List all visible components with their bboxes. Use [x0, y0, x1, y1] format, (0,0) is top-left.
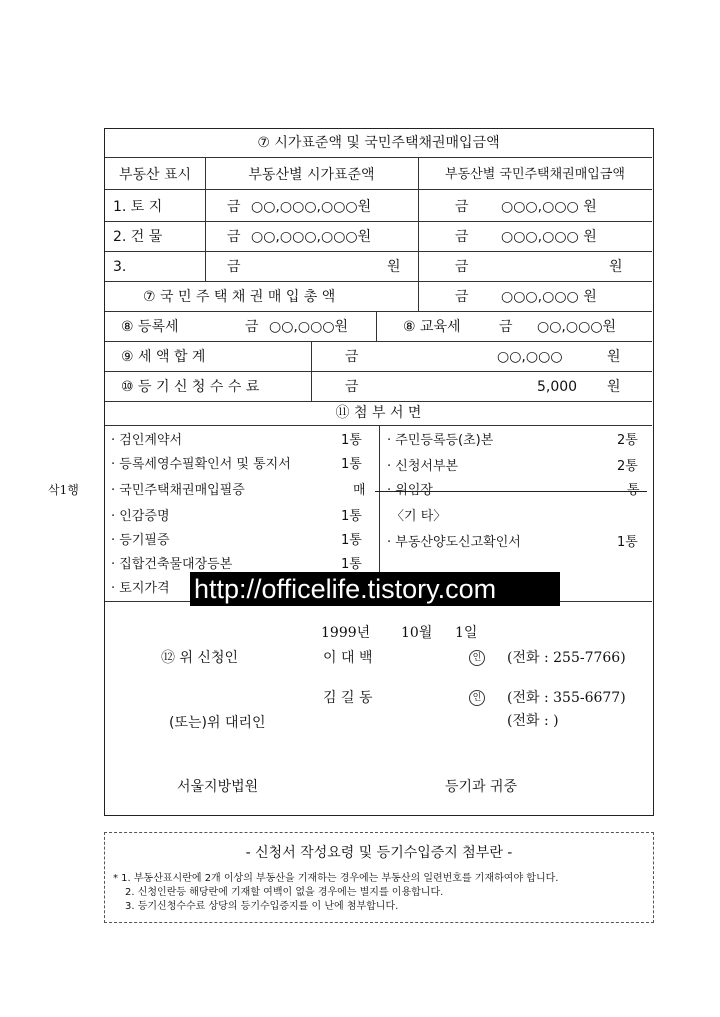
row-bond-land: ○○○,○○○ 원	[501, 199, 597, 215]
row-label-building: 2. 건 물	[113, 229, 163, 245]
applicant-phone-2: (전화 : 355-6677)	[507, 690, 626, 706]
divider	[105, 371, 652, 372]
attachment-count: 1통	[341, 433, 362, 448]
section-title-price: ⑦ 시가표준액 및 국민주택채권매입금액	[257, 135, 500, 151]
date-day: 1일	[455, 625, 478, 641]
bond-total-prefix: 금	[455, 289, 469, 305]
attachment-item: · 신청서부본	[387, 459, 459, 474]
filing-fee-unit: 원	[607, 379, 621, 395]
header-bond-amount: 부동산별 국민주택채권매입금액	[445, 167, 625, 182]
date-year: 1999년	[321, 625, 371, 641]
seal-mark: 인	[469, 690, 485, 706]
education-tax-prefix: 금	[499, 319, 513, 335]
divider	[105, 341, 652, 342]
divider	[105, 311, 652, 312]
filing-fee-label: ⑩ 등 기 신 청 수 수 료	[121, 379, 260, 395]
applicant-phone: (전화 : 255-7766)	[507, 650, 626, 666]
margin-note: 삭1행	[48, 483, 79, 497]
attachment-item: · 위임장	[387, 483, 433, 498]
attachment-item: · 검인계약서	[111, 433, 183, 448]
application-form	[104, 128, 654, 816]
header-property: 부동산 표시	[118, 167, 192, 183]
note-line: 2. 신청인란등 해당란에 기재할 여백이 없을 경우에는 별지를 이용합니다.	[125, 887, 444, 898]
registration-tax-label: ⑧ 등록세	[121, 319, 179, 335]
attachment-count: 1통	[341, 509, 362, 524]
divider	[105, 401, 652, 402]
attachment-count: 매	[353, 483, 366, 498]
row-bond-prefix: 금	[455, 229, 469, 245]
applicant-name-2: 김 길 동	[323, 690, 373, 706]
attachment-count: 1통	[341, 557, 362, 572]
notes-box	[104, 832, 654, 923]
row-bond-building: ○○○,○○○ 원	[501, 229, 597, 245]
row-label-3: 3.	[113, 259, 127, 275]
attachment-count: 통	[627, 483, 640, 498]
filing-fee-prefix: 금	[345, 379, 359, 395]
attachment-other-heading: 〈기 타〉	[391, 509, 447, 524]
divider	[105, 189, 652, 190]
registry-office: 등기과 귀중	[445, 779, 518, 795]
attachments-title: ⑪ 첨 부 서 면	[335, 405, 422, 421]
divider	[105, 221, 652, 222]
date-month: 10월	[401, 625, 433, 641]
tax-total-label: ⑨ 세 액 합 계	[121, 349, 206, 365]
education-tax-value: ○○,○○○원	[537, 319, 617, 335]
education-tax-label: ⑧ 교육세	[403, 319, 461, 335]
header-standard-price: 부동산별 시가표준액	[248, 167, 375, 183]
row-amount-prefix: 금	[227, 199, 241, 215]
tax-total-value: ○○,○○○	[497, 349, 563, 365]
attachment-item: · 주민등록등(초)본	[387, 433, 494, 448]
row-amount-building: ○○,○○○,○○○원	[251, 229, 372, 245]
attachment-count: 2통	[617, 433, 638, 448]
bond-total-value: ○○○,○○○ 원	[501, 289, 597, 305]
row-amount-3: 원	[387, 259, 401, 275]
note-line: 3. 등기신청수수료 상당의 등기수입증지를 이 난에 첨부합니다.	[125, 901, 399, 912]
watermark-url: http://officelife.tistory.com	[190, 572, 560, 606]
applicant-name: 이 대 백	[323, 650, 373, 666]
registration-tax-value: ○○,○○○원	[269, 319, 349, 335]
row-amount-land: ○○,○○○,○○○원	[251, 199, 372, 215]
filing-fee-value: 5,000	[537, 379, 578, 395]
bond-total-label: ⑦ 국 민 주 택 채 권 매 입 총 액	[143, 289, 336, 305]
attachment-item: · 국민주택채권매입필증	[111, 483, 245, 498]
attachment-item: · 토지가격	[111, 581, 170, 596]
court-name: 서울지방법원	[177, 779, 259, 795]
attachment-item: · 등록세영수필확인서 및 통지서	[111, 457, 291, 472]
row-label-land: 1. 토 지	[113, 199, 163, 215]
attachment-count: 1통	[617, 535, 638, 550]
attachment-item: · 집합건축물대장등본	[111, 557, 233, 572]
row-bond-prefix: 금	[455, 259, 469, 275]
applicant-label: ⑫ 위 신청인	[161, 650, 238, 666]
divider	[105, 157, 652, 158]
attachment-item: · 부동산양도신고확인서	[387, 535, 521, 550]
row-bond-prefix: 금	[455, 199, 469, 215]
divider	[376, 311, 377, 341]
seal-mark: 인	[469, 650, 485, 666]
row-amount-prefix: 금	[227, 259, 241, 275]
tax-total-unit: 원	[607, 349, 621, 365]
divider	[105, 251, 652, 252]
strike-through-line	[375, 491, 647, 492]
divider	[105, 281, 652, 282]
attachment-count: 2통	[617, 459, 638, 474]
note-line: * 1. 부동산표시란에 2개 이상의 부동산을 기재하는 경우에는 부동산의 일련번호를 기재하여야 합니다.	[113, 873, 559, 884]
agent-label: (또는)위 대리인	[169, 715, 266, 731]
agent-phone: (전화 : )	[507, 713, 559, 729]
row-amount-prefix: 금	[227, 229, 241, 245]
attachment-count: 1통	[341, 457, 362, 472]
attachment-count: 1통	[341, 533, 362, 548]
row-bond-3: 원	[609, 259, 623, 275]
tax-total-prefix: 금	[345, 349, 359, 365]
attachment-item: · 등기필증	[111, 533, 170, 548]
notes-title: - 신청서 작성요령 및 등기수입증지 첨부란 -	[245, 845, 513, 861]
divider	[311, 341, 312, 401]
registration-tax-prefix: 금	[245, 319, 259, 335]
attachment-item: · 인감증명	[111, 509, 170, 524]
